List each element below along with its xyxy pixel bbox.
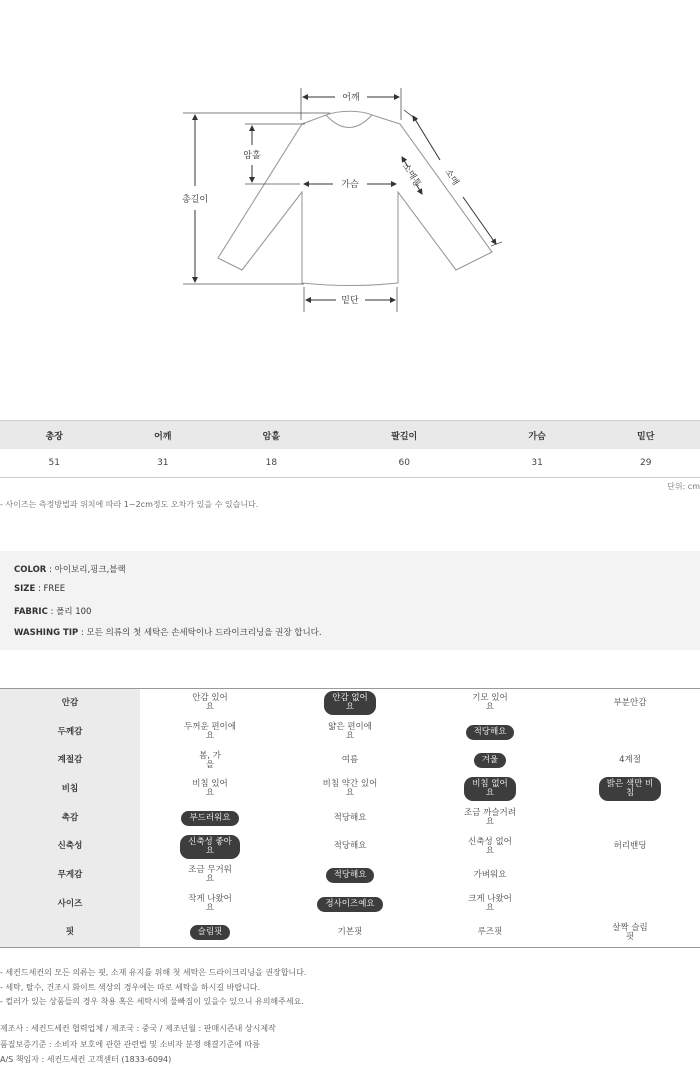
size-value: : FREE <box>35 584 66 594</box>
size-table-header <box>0 421 700 450</box>
attribute-option: 루즈핏 <box>477 927 503 938</box>
header-chest: 가슴 <box>483 421 592 450</box>
header-shoulder: 어깨 <box>109 421 218 450</box>
attribute-option: 살짝 슬림 핏 <box>612 922 648 942</box>
color-label: COLOR <box>14 565 47 575</box>
attribute-option-cell <box>560 861 700 890</box>
attribute-row <box>0 775 700 804</box>
attribute-option-cell <box>420 775 560 804</box>
attribute-option-cell <box>280 804 420 833</box>
attribute-row <box>0 832 700 861</box>
attribute-option-selected: 정사이즈예요 <box>317 897 382 912</box>
attribute-label: 무게감 <box>0 861 140 890</box>
note-item: - 세컨드세컨의 모든 의류는 핏, 소재 유지를 위해 첫 세탁은 드라이크리닝을 권장합니다. <box>0 968 307 977</box>
attribute-option-selected: 적당해요 <box>466 725 515 740</box>
color-value: : 아이보리,핑크,블랙 <box>46 565 126 575</box>
label-sleeve: 소매 <box>442 167 460 188</box>
size-label: SIZE <box>14 584 36 594</box>
maker-line: 제조사 : 세컨드세컨 협력업체 / 제조국 : 중국 / 제조년월 : 판매시즌내 상시제작 <box>0 1024 276 1033</box>
attribute-option-cell <box>140 919 280 948</box>
attribute-option-selected: 적당해요 <box>326 868 375 883</box>
attribute-option: 조금 무거워 요 <box>188 865 232 885</box>
label-sleeve-width: 소매통 <box>399 161 423 190</box>
attribute-option-selected: 슬림핏 <box>190 925 231 940</box>
attribute-row <box>0 861 700 890</box>
note-item: - 세탁, 탈수, 건조시 화이트 색상의 경우에는 따로 세탁을 하시길 바랍니다. <box>0 982 261 992</box>
attribute-option: 기모 있어 요 <box>472 693 508 713</box>
care-notes <box>0 966 306 1010</box>
attribute-option: 두꺼운 편이에 요 <box>184 722 236 742</box>
maker-info <box>0 1021 276 1068</box>
attribute-option-cell <box>420 746 560 775</box>
attribute-option-cell <box>140 861 280 890</box>
attribute-row <box>0 804 700 833</box>
attribute-option-cell <box>420 861 560 890</box>
attribute-option-cell <box>560 919 700 948</box>
attribute-option-cell <box>560 746 700 775</box>
size-note: - 사이즈는 측정방법과 위치에 따라 1~2cm정도 오차가 있을 수 있습니다. <box>0 500 259 509</box>
attribute-option-cell <box>140 718 280 747</box>
attribute-option-cell <box>280 746 420 775</box>
label-hem: 밑단 <box>341 296 359 306</box>
attribute-option-cell <box>420 718 560 747</box>
header-total-length: 총장 <box>0 421 109 450</box>
note-item: - 컬러가 있는 상품들의 경우 착용 혹은 세탁시에 물빠짐이 있을수 있으니 유의해주세요. <box>0 997 304 1006</box>
value-arm-length: 60 <box>326 449 483 478</box>
washing-value: : 모든 의류의 첫 세탁은 손세탁이나 드라이크리닝을 권장 합니다. <box>78 628 322 638</box>
attribute-option-cell <box>280 689 420 718</box>
label-shoulder: 어깨 <box>342 93 360 103</box>
attribute-label: 사이즈 <box>0 890 140 919</box>
attribute-option: 4계절 <box>619 755 641 766</box>
label-chest: 가슴 <box>341 180 359 190</box>
attribute-option-cell <box>280 919 420 948</box>
attribute-option-selected: 겨울 <box>474 753 506 768</box>
attribute-option: 적당해요 <box>333 812 367 823</box>
attribute-label: 계절감 <box>0 746 140 775</box>
washing-line <box>14 626 322 638</box>
label-total-length: 총길이 <box>181 195 209 205</box>
maker-line: 품질보증기준 : 소비자 보호에 관한 관련법 및 소비자 분쟁 해결기준에 따름 <box>0 1039 260 1049</box>
value-chest: 31 <box>483 449 592 478</box>
attribute-option-cell <box>560 832 700 861</box>
attribute-option-cell <box>140 746 280 775</box>
value-shoulder: 31 <box>109 449 218 478</box>
attribute-option: 신축성 없어 요 <box>468 836 512 856</box>
washing-label: WASHING TIP <box>14 628 79 638</box>
attribute-option-selected: 안감 없어 요 <box>324 691 376 715</box>
attribute-option-cell <box>420 804 560 833</box>
attribute-label: 안감 <box>0 689 140 718</box>
color-line <box>14 563 126 575</box>
attribute-option-cell <box>140 689 280 718</box>
attribute-option-cell <box>280 890 420 919</box>
attribute-label: 신축성 <box>0 832 140 861</box>
attribute-option: 적당해요 <box>333 841 367 852</box>
attribute-option-cell <box>560 804 700 833</box>
attribute-option-cell <box>560 775 700 804</box>
attribute-option-selected: 밝은 색만 비 침 <box>599 777 661 801</box>
attribute-option: 안감 있어 요 <box>192 693 228 713</box>
sweater-outline <box>218 111 492 285</box>
size-line <box>14 584 65 594</box>
attribute-option-selected: 부드러워요 <box>181 811 238 826</box>
fabric-value: : 폴리 100 <box>47 607 92 617</box>
maker-line: A/S 책임자 : 세컨드세컨 고객센터 (1833-6094) <box>0 1055 172 1064</box>
value-total-length: 51 <box>0 449 109 478</box>
attribute-table <box>0 688 700 948</box>
attribute-option-cell <box>420 919 560 948</box>
product-info-box <box>0 551 700 650</box>
attribute-option: 봄, 가 을 <box>199 750 221 770</box>
attribute-option-cell <box>420 689 560 718</box>
attribute-row <box>0 890 700 919</box>
attribute-option: 부분안감 <box>613 697 647 708</box>
attribute-option: 작게 나왔어 요 <box>188 894 232 914</box>
size-table-row <box>0 449 700 478</box>
attribute-option: 조금 까슬거려 요 <box>464 808 516 828</box>
attribute-row <box>0 689 700 718</box>
attribute-option-cell <box>560 689 700 718</box>
header-armhole: 암홀 <box>217 421 326 450</box>
fabric-line <box>14 605 91 617</box>
attribute-option: 허리밴딩 <box>613 841 647 852</box>
attribute-option: 비침 약간 있어 요 <box>322 779 378 799</box>
attribute-option-cell <box>140 775 280 804</box>
unit-label: 단위: cm <box>667 482 700 491</box>
attribute-option: 얇은 편이에 요 <box>328 722 372 742</box>
attribute-option: 크게 나왔어 요 <box>468 894 512 914</box>
neckline <box>326 115 372 128</box>
header-arm-length: 팔길이 <box>326 421 483 450</box>
header-hem: 밑단 <box>591 421 700 450</box>
attribute-option-cell <box>560 718 700 747</box>
attribute-option-selected: 신축성 좋아 요 <box>180 835 240 859</box>
attribute-option-cell <box>560 890 700 919</box>
attribute-option-selected: 비침 없어 요 <box>464 777 516 801</box>
attribute-option: 가벼워요 <box>473 869 507 880</box>
attribute-option: 여름 <box>341 755 359 766</box>
attribute-label: 촉감 <box>0 804 140 833</box>
attribute-row <box>0 718 700 747</box>
attribute-option-cell <box>280 775 420 804</box>
attribute-option-cell <box>280 861 420 890</box>
attribute-option-cell <box>140 832 280 861</box>
attribute-option-cell <box>420 890 560 919</box>
attribute-option: 비침 있어 요 <box>192 779 228 799</box>
fabric-label: FABRIC <box>14 607 48 617</box>
value-armhole: 18 <box>217 449 326 478</box>
attribute-row <box>0 746 700 775</box>
attribute-option-cell <box>420 832 560 861</box>
attribute-option-cell <box>280 718 420 747</box>
value-hem: 29 <box>591 449 700 478</box>
attribute-label: 핏 <box>0 919 140 948</box>
attribute-label: 비침 <box>0 775 140 804</box>
attribute-option-cell <box>280 832 420 861</box>
size-table <box>0 420 700 478</box>
attribute-option-cell <box>140 804 280 833</box>
attribute-option: 기본핏 <box>337 927 363 938</box>
attribute-row <box>0 919 700 948</box>
label-armhole: 암홀 <box>243 151 261 161</box>
attribute-label: 두께감 <box>0 718 140 747</box>
attribute-option-cell <box>140 890 280 919</box>
garment-diagram <box>0 0 700 340</box>
